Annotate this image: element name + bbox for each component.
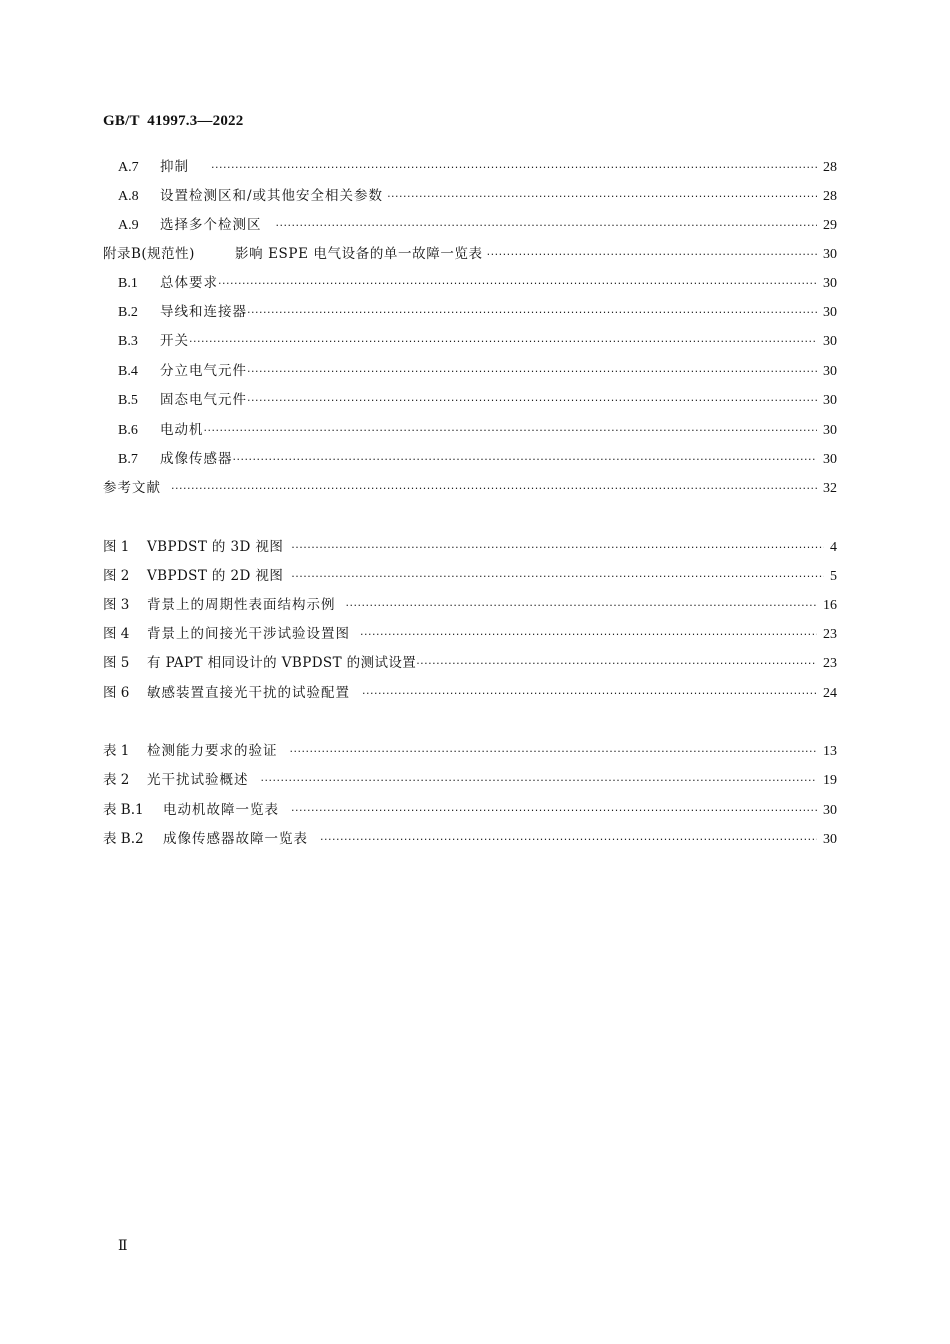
toc-entry-title: 固态电气元件 (160, 392, 247, 408)
toc-dot-leader (291, 566, 824, 588)
toc-entry-b7[interactable] (118, 448, 837, 470)
toc-table-b2[interactable] (103, 828, 837, 850)
toc-entry-page: 23 (823, 656, 837, 671)
toc-dot-leader (218, 273, 817, 295)
toc-entry-title: 电动机 (160, 422, 204, 438)
toc-entry-title: 光干扰试验概述 (147, 772, 249, 788)
toc-entry-number: 图 2 (103, 568, 130, 584)
toc-entry-page: 30 (823, 276, 837, 291)
toc-dot-leader (320, 829, 817, 851)
toc-entry-title: 导线和连接器 (160, 304, 247, 320)
toc-entry-b3[interactable] (118, 330, 837, 352)
toc-entry-page: 29 (823, 218, 837, 233)
toc-entry-b4[interactable] (118, 360, 837, 382)
toc-entry-bibliography[interactable] (103, 477, 837, 499)
toc-figure-3[interactable] (103, 594, 837, 616)
toc-entry-page: 30 (823, 364, 837, 379)
toc-entry-a8[interactable] (118, 185, 837, 207)
toc-entry-b6[interactable] (118, 419, 837, 441)
toc-entry-number: A.9 (118, 218, 139, 233)
toc-entry-number: 图 5 (103, 655, 130, 671)
toc-figure-5[interactable] (103, 652, 837, 674)
toc-entry-number: 表 B.2 (103, 831, 144, 847)
toc-entry-number: B.2 (118, 305, 138, 320)
toc-entry-number: 图 4 (103, 626, 130, 642)
toc-dot-leader (387, 186, 817, 208)
toc-figure-6[interactable] (103, 682, 837, 704)
toc-entry-title: VBPDST 的 3D 视图 (147, 539, 284, 555)
toc-entry-title: 总体要求 (160, 275, 218, 291)
toc-entry-title: 选择多个检测区 (160, 217, 262, 233)
toc-figure-4[interactable] (103, 623, 837, 645)
toc-entry-number: B.1 (118, 276, 138, 291)
toc-entry-page: 30 (823, 247, 837, 262)
toc-dot-leader (189, 331, 817, 353)
toc-entry-page: 4 (830, 540, 837, 555)
toc-dot-leader (291, 800, 817, 822)
toc-entry-title: 开关 (160, 333, 189, 349)
toc-dot-leader (233, 449, 818, 471)
toc-entry-annex-b[interactable] (103, 243, 837, 265)
toc-entry-page: 16 (823, 598, 837, 613)
toc-entry-title: 设置检测区和/或其他安全相关参数 (160, 188, 384, 204)
toc-entry-page: 30 (823, 452, 837, 467)
toc-entry-title: 成像传感器故障一览表 (163, 831, 308, 847)
toc-dot-leader (487, 244, 817, 266)
toc-entry-page: 30 (823, 423, 837, 438)
toc-entry-number: 图 1 (103, 539, 130, 555)
toc-entry-page: 5 (830, 569, 837, 584)
toc-entry-number: 图 3 (103, 597, 130, 613)
toc-entry-b1[interactable] (118, 272, 837, 294)
toc-entry-page: 19 (823, 773, 837, 788)
toc-entry-page: 30 (823, 393, 837, 408)
toc-entry-page: 32 (823, 481, 837, 496)
toc-entry-page: 30 (823, 803, 837, 818)
toc-entry-page: 23 (823, 627, 837, 642)
toc-entry-page: 28 (823, 160, 837, 175)
toc-entry-title: 分立电气元件 (160, 363, 247, 379)
toc-entry-page: 30 (823, 832, 837, 847)
toc-dot-leader (346, 595, 818, 617)
toc-dot-leader (211, 157, 817, 179)
toc-dot-leader (247, 390, 817, 412)
toc-entry-number: 表 1 (103, 743, 130, 759)
toc-dot-leader (204, 420, 818, 442)
toc-entry-title: 背景上的周期性表面结构示例 (147, 597, 336, 613)
toc-entry-title: VBPDST 的 2D 视图 (147, 568, 284, 584)
toc-entry-number: B.7 (118, 452, 138, 467)
toc-entry-title: 成像传感器 (160, 451, 233, 467)
toc-entry-title: 抑制 (160, 159, 189, 175)
toc-entry-page: 30 (823, 305, 837, 320)
toc-entry-title: 敏感装置直接光干扰的试验配置 (147, 685, 350, 701)
toc-entry-number: 图 6 (103, 685, 130, 701)
toc-entry-title: 背景上的间接光干涉试验设置图 (147, 626, 350, 642)
page-number: Ⅱ (118, 1239, 128, 1254)
toc-entry-title: 电动机故障一览表 (163, 802, 279, 818)
toc-dot-leader (171, 478, 817, 500)
toc-figure-1[interactable] (103, 536, 837, 558)
toc-entry-a9[interactable] (118, 214, 837, 236)
toc-entry-title: 检测能力要求的验证 (147, 743, 278, 759)
toc-entry-number: B.4 (118, 364, 138, 379)
toc-entry-b5[interactable] (118, 389, 837, 411)
toc-dot-leader (360, 624, 817, 646)
toc-entry-title: 影响 ESPE 电气设备的单一故障一览表 (235, 246, 483, 262)
toc-entry-number: 表 2 (103, 772, 130, 788)
toc-entry-page: 24 (823, 686, 837, 701)
toc-entry-page: 30 (823, 334, 837, 349)
toc-entry-number: B.6 (118, 423, 138, 438)
toc-entry-title: 有 PAPT 相同设计的 VBPDST 的测试设置 (147, 655, 417, 671)
toc-dot-leader (416, 653, 817, 675)
toc-entry-number: B.3 (118, 334, 138, 349)
toc-entry-a7[interactable] (118, 156, 837, 178)
toc-dot-leader (362, 683, 817, 705)
toc-dot-leader (261, 770, 818, 792)
toc-dot-leader (247, 361, 817, 383)
toc-entry-number: A.8 (118, 189, 139, 204)
toc-entry-number: 表 B.1 (103, 802, 144, 818)
toc-dot-leader (247, 302, 817, 324)
toc-entry-page: 28 (823, 189, 837, 204)
toc-table-b1[interactable] (103, 799, 837, 821)
toc-table-2[interactable] (103, 769, 837, 791)
toc-dot-leader (291, 537, 824, 559)
toc-entry-b2[interactable] (118, 301, 837, 323)
toc-entry-page: 13 (823, 744, 837, 759)
toc-dot-leader (290, 741, 818, 763)
toc-figure-2[interactable] (103, 565, 837, 587)
toc-entry-number: B.5 (118, 393, 138, 408)
toc-entry-number: A.7 (118, 160, 139, 175)
toc-dot-leader (276, 215, 818, 237)
toc-entry-number: 附录B(规范性) (103, 246, 195, 262)
toc-table-1[interactable] (103, 740, 837, 762)
document-id: GB/T 41997.3—2022 (103, 113, 244, 129)
toc-entry-title: 参考文献 (103, 480, 161, 496)
